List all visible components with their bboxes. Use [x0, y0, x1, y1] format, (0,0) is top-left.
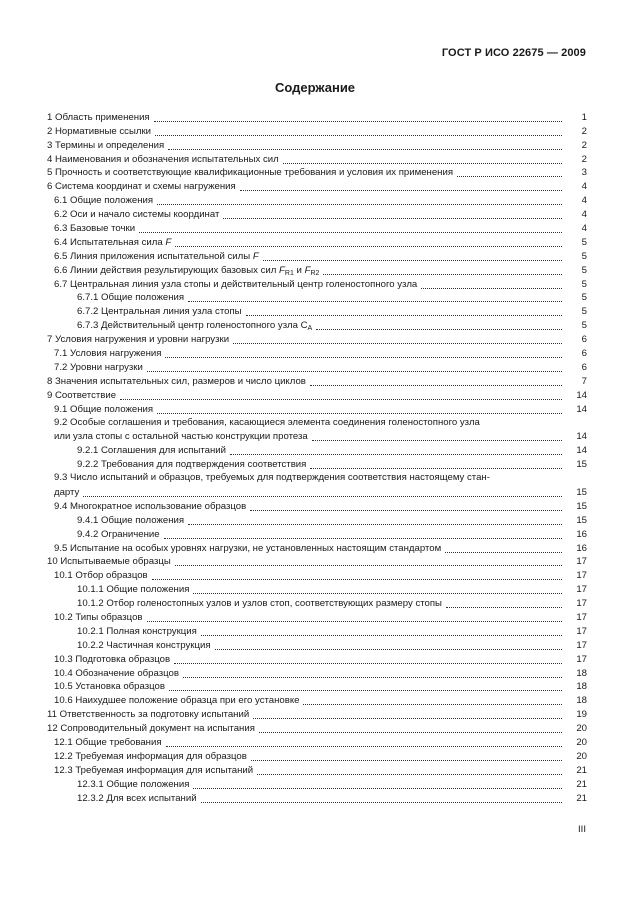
toc-entry-page: 15 [576, 486, 587, 498]
dot-leader [257, 774, 562, 775]
toc-entry [47, 166, 587, 180]
toc-entry-title [54, 404, 153, 416]
toc-entry-line [54, 416, 587, 430]
dot-leader [240, 190, 562, 191]
toc-entry-subscript: A [307, 325, 313, 333]
toc-entry [47, 221, 587, 235]
toc-entry-page: 14 [576, 403, 587, 415]
toc-entry-page: 2 [581, 139, 587, 151]
toc-entry-text: 6.2 Оси и начало системы координат [54, 209, 220, 221]
dot-leader [175, 246, 562, 247]
toc-entry [47, 304, 587, 318]
toc-entry [47, 555, 587, 569]
toc-entry-page: 15 [576, 459, 587, 471]
toc-entry-page: 16 [576, 528, 587, 540]
toc-entry-title [47, 334, 229, 346]
toc-entry-title [54, 695, 299, 707]
toc-entry-title [54, 223, 135, 235]
toc-entry-text: 10 Испытываемые образцы [47, 556, 171, 568]
toc-entry-title [54, 362, 143, 374]
toc-entry-text: 10.5 Установка образцов [54, 681, 165, 693]
toc-entry-text: 6.5 Линия приложения испытательной силы [54, 250, 251, 262]
toc-entry-page: 4 [581, 223, 587, 235]
dot-leader [246, 315, 562, 316]
toc-entry-text: 9.4.1 Общие положения [77, 514, 185, 526]
toc-entry-title [47, 167, 453, 179]
dot-leader [312, 440, 562, 441]
toc-entry-text: 3 Термины и определения [47, 139, 165, 151]
toc-entry-title [47, 154, 279, 166]
dot-leader [201, 635, 562, 636]
dot-leader [166, 746, 562, 747]
toc-entry-title [54, 348, 161, 360]
toc-entry-page: 5 [581, 264, 587, 276]
toc-entry-text: 12 Сопроводительный документ на испытания [47, 723, 255, 735]
toc-entry-text: 9.5 Испытание на особых уровнях нагрузки, не установленных настоящим стандартом [54, 542, 442, 554]
dot-leader [152, 579, 562, 580]
dot-leader [310, 468, 562, 469]
toc-entry-text: 6.7 Центральная линия узла стопы и действительный центр голеностопного узла [54, 278, 418, 290]
toc-entry-text: 9 Соответствие [47, 389, 117, 401]
toc-entry-page: 18 [576, 695, 587, 707]
dot-leader [147, 371, 562, 372]
dot-leader [263, 260, 562, 261]
toc-entry-text: 6 Система координат и схемы нагружения [47, 181, 236, 193]
toc-entry-title [47, 126, 151, 138]
toc-entry-title [77, 292, 184, 304]
dot-leader [193, 788, 562, 789]
toc-entry [47, 124, 587, 138]
dot-leader [316, 329, 562, 330]
toc-entry-text: 10.2.1 Полная конструкция [77, 625, 197, 637]
dot-leader [164, 538, 562, 539]
dot-leader [169, 690, 562, 691]
toc-entry-title [77, 598, 442, 610]
toc-entry-title [77, 779, 189, 791]
toc-entry-page: 5 [581, 236, 587, 248]
dot-leader [446, 607, 562, 608]
toc-entry [47, 277, 587, 291]
toc-entry-text: 9.2 Особые соглашения и требования, касающиеся элемента соединения голеностопного узла [54, 416, 480, 428]
toc-entry-page: 17 [576, 570, 587, 582]
toc-entry-text: 10.1.2 Отбор голеностопных узлов и узлов стоп, соответствующих размеру стопы [77, 598, 442, 610]
toc-entry-page: 19 [576, 709, 587, 721]
toc-entry-text: 9.2.1 Соглашения для испытаний [77, 445, 226, 457]
toc-entry-page: 14 [576, 389, 587, 401]
toc-entry-page: 17 [576, 639, 587, 651]
dot-leader [233, 343, 562, 344]
dot-leader [154, 121, 562, 122]
toc-entry-title [77, 626, 197, 638]
toc-entry-variable: F [165, 236, 172, 248]
toc-entry-page: 5 [581, 306, 587, 318]
toc-entry-page: 3 [581, 167, 587, 179]
toc-entry [47, 346, 587, 360]
toc-entry-text: 6.7.3 Действительный центр голеностопного узла C [77, 320, 308, 332]
dot-leader [230, 454, 562, 455]
toc-entry-text: 10.2 Типы образцов [54, 611, 143, 623]
toc-entry-title [77, 306, 242, 318]
toc-entry [47, 624, 587, 638]
toc-entry-text: 12.1 Общие требования [54, 737, 162, 748]
toc-entry-page: 17 [576, 584, 587, 596]
toc-entry-text: 11 Ответственность за подготовку испытаний [47, 709, 250, 721]
dot-leader [174, 663, 562, 664]
toc-entry-text: 5 Прочность и соответствующие квалификационные требования и условия их применения [47, 167, 454, 179]
toc-entry-text: 1 Область применения [47, 111, 150, 123]
toc-entry-title [77, 529, 160, 541]
toc-entry [47, 638, 587, 652]
dot-leader [251, 760, 562, 761]
table-of-contents [47, 110, 587, 805]
toc-entry-title [54, 737, 162, 749]
page-title: Содержание [274, 80, 356, 95]
toc-entry-page: 21 [576, 792, 587, 804]
toc-entry [47, 388, 587, 402]
toc-entry-page: 5 [581, 292, 587, 304]
toc-entry-text: 7.2 Уровни нагрузки [54, 361, 143, 373]
toc-entry-title [54, 765, 253, 777]
toc-entry-page: 14 [576, 445, 587, 457]
toc-entry-text: 6.3 Базовые точки [54, 223, 136, 235]
toc-entry-title [77, 445, 226, 457]
dot-leader [253, 718, 562, 719]
dot-leader [188, 524, 562, 525]
toc-entry-page: 6 [581, 334, 587, 346]
toc-entry-page: 14 [576, 431, 587, 443]
toc-entry [47, 138, 587, 152]
toc-entry [47, 457, 587, 471]
toc-entry-title [54, 209, 219, 221]
toc-entry-text: 9.1 Общие положения [54, 403, 154, 415]
dot-leader [183, 677, 562, 678]
toc-entry-title [54, 279, 417, 291]
toc-entry-text: 8 Значения испытательных сил, размеров и число циклов [47, 375, 306, 387]
toc-entry-page: 2 [581, 153, 587, 165]
toc-entry-text: 10.4 Обозначение образцов [54, 667, 179, 679]
dot-leader [310, 385, 562, 386]
toc-entry-text: 6.1 Общие положения [54, 195, 154, 207]
toc-entry-title [47, 709, 249, 721]
toc-entry-page: 5 [581, 250, 587, 262]
toc-entry-text: 10.6 Наихудшее положение образца при его установке [54, 695, 300, 707]
toc-entry-text: 2 Нормативные ссылки [47, 125, 152, 137]
toc-entry-text: 6.7.2 Центральная линия узла стопы [77, 306, 242, 318]
toc-entry-variable: F [304, 264, 311, 276]
dot-leader [120, 399, 562, 400]
toc-entry-title [54, 237, 171, 249]
toc-entry-title [54, 570, 148, 582]
toc-entry-title [77, 320, 312, 332]
dot-leader [157, 413, 562, 414]
toc-entry-text: 10.2.2 Частичная конструкция [77, 639, 211, 651]
toc-entry-line [54, 471, 587, 485]
toc-entry-title [54, 654, 170, 666]
dot-leader [215, 649, 562, 650]
toc-entry-text-continued: дарту [54, 486, 80, 498]
toc-entry [47, 360, 587, 374]
toc-entry [47, 680, 587, 694]
dot-leader [259, 732, 562, 733]
toc-entry-text-continued: или узла стопы с остальной частью конструкции протеза [54, 431, 308, 443]
toc-entry-title [77, 515, 184, 527]
toc-entry-text: 7.1 Условия нагружения [54, 348, 162, 360]
toc-entry [47, 374, 587, 388]
toc-entry-page: 17 [576, 625, 587, 637]
toc-entry [47, 235, 587, 249]
toc-entry [47, 568, 587, 582]
toc-entry [47, 332, 587, 346]
toc-entry-title [47, 723, 255, 735]
toc-entry-page: 20 [576, 737, 587, 748]
toc-entry-title [54, 265, 319, 277]
dot-leader [283, 163, 562, 164]
toc-entry-page: 17 [576, 598, 587, 610]
dot-leader [175, 565, 562, 566]
toc-entry-title [47, 140, 164, 152]
dot-leader [147, 621, 562, 622]
toc-entry-text: 10.3 Подготовка образцов [54, 653, 171, 665]
toc-entry-page: 6 [581, 348, 587, 360]
toc-entry-page: 20 [576, 750, 587, 762]
toc-entry-text: 4 Наименования и обозначения испытательных сил [47, 153, 279, 165]
toc-entry-subscript: R2 [310, 269, 320, 277]
toc-entry [47, 763, 587, 777]
toc-entry [47, 596, 587, 610]
toc-entry-page: 4 [581, 209, 587, 221]
toc-entry-page: 7 [581, 375, 587, 387]
toc-entry-page: 17 [576, 556, 587, 568]
toc-entry [47, 179, 587, 193]
toc-entry-text: 9.3 Число испытаний и образцов, требуемых для подтверждения соответствия настоящему стан- [54, 472, 490, 484]
toc-entry-text: 9.4.2 Ограничение [77, 528, 160, 540]
toc-entry-text: 10.1.1 Общие положения [77, 584, 190, 596]
toc-entry-page: 17 [576, 611, 587, 623]
toc-entry-title [54, 251, 259, 263]
toc-entry-page: 21 [576, 764, 587, 776]
toc-entry-title [47, 112, 150, 124]
toc-entry-page: 6 [581, 361, 587, 373]
toc-entry-title [47, 181, 236, 193]
toc-entry [47, 735, 587, 749]
toc-entry-title [54, 543, 441, 555]
toc-entry-text: 12.3 Требуемая информация для испытаний [54, 764, 254, 776]
toc-entry-text: 12.3.2 Для всех испытаний [77, 792, 197, 804]
toc-entry-title [77, 459, 306, 471]
dot-leader [445, 552, 562, 553]
toc-entry [47, 777, 587, 791]
toc-entry-conjunction: и [296, 264, 302, 276]
toc-entry-page: 4 [581, 195, 587, 207]
toc-entry [47, 582, 587, 596]
toc-entry [47, 610, 587, 624]
toc-entry [47, 749, 587, 763]
dot-leader [168, 149, 562, 150]
toc-entry [47, 499, 587, 513]
toc-entry-page: 5 [581, 320, 587, 332]
toc-entry-title [47, 390, 116, 402]
toc-entry [47, 193, 587, 207]
toc-entry-variable: F [279, 264, 285, 276]
toc-entry [47, 443, 587, 457]
toc-entry [47, 471, 587, 499]
toc-entry-page: 21 [576, 778, 587, 790]
toc-entry [47, 402, 587, 416]
toc-entry-text: 9.2.2 Требования для подтверждения соответствия [77, 459, 307, 471]
dot-leader [303, 704, 562, 705]
toc-entry [47, 541, 587, 555]
toc-entry [47, 152, 587, 166]
toc-entry-title [54, 195, 153, 207]
toc-entry-page: 16 [576, 542, 587, 554]
toc-entry-variable: F [252, 250, 259, 262]
toc-entry-page: 15 [576, 500, 587, 512]
standard-designation: ГОСТ Р ИСО 22675 — 2009 [441, 47, 586, 59]
toc-entry-title [77, 640, 211, 652]
page-number: III [578, 824, 586, 835]
toc-entry-page: 5 [581, 278, 587, 290]
toc-entry [47, 527, 587, 541]
dot-leader [139, 232, 562, 233]
toc-entry-text: 9.4 Многократное использование образцов [54, 500, 247, 512]
dot-leader [421, 288, 562, 289]
toc-entry-title [47, 376, 306, 388]
dot-leader [457, 176, 562, 177]
toc-entry-line [54, 485, 587, 499]
toc-entry-page: 1 [581, 111, 587, 123]
toc-entry-subscript: R1 [284, 269, 294, 277]
toc-entry [47, 513, 587, 527]
toc-entry [47, 652, 587, 666]
dot-leader [201, 802, 562, 803]
toc-entry-title [54, 612, 143, 624]
toc-entry [47, 721, 587, 735]
dot-leader [223, 218, 562, 219]
toc-entry [47, 291, 587, 305]
toc-entry-text: 6.4 Испытательная сила [54, 236, 163, 248]
toc-entry [47, 318, 587, 332]
toc-entry-page: 17 [576, 653, 587, 665]
toc-entry-page: 18 [576, 667, 587, 679]
toc-entry-text: 7 Условия нагружения и уровни нагрузки [47, 334, 230, 346]
toc-entry [47, 263, 587, 277]
toc-entry-line [54, 430, 587, 444]
toc-entry-text: 6.7.1 Общие положения [77, 292, 185, 304]
toc-entry [47, 416, 587, 444]
toc-entry-page: 4 [581, 181, 587, 193]
dot-leader [155, 135, 562, 136]
dot-leader [323, 274, 562, 275]
toc-entry [47, 791, 587, 805]
toc-entry-title [54, 681, 165, 693]
toc-entry-page: 18 [576, 681, 587, 693]
dot-leader [157, 204, 562, 205]
toc-entry-text: 6.6 Линии действия результирующих базовых сил [54, 264, 277, 276]
toc-entry-page: 15 [576, 514, 587, 526]
toc-entry-text: 12.3.1 Общие положения [77, 778, 190, 790]
toc-entry-page: 20 [576, 723, 587, 735]
toc-entry-text: 12.2 Требуемая информация для образцов [54, 750, 247, 762]
dot-leader [193, 593, 562, 594]
toc-entry [47, 707, 587, 721]
toc-entry-text: 10.1 Отбор образцов [54, 570, 148, 582]
toc-entry [47, 207, 587, 221]
toc-entry-page: 2 [581, 125, 587, 137]
toc-entry-title [47, 556, 171, 568]
toc-entry-title [77, 584, 189, 596]
toc-entry-title [54, 751, 247, 763]
toc-entry [47, 249, 587, 263]
dot-leader [165, 357, 562, 358]
toc-entry-title [54, 501, 246, 513]
dot-leader [250, 510, 562, 511]
toc-entry [47, 110, 587, 124]
toc-entry-title [77, 793, 197, 805]
toc-entry [47, 666, 587, 680]
toc-entry [47, 693, 587, 707]
dot-leader [83, 496, 562, 497]
toc-entry-title [54, 668, 179, 680]
dot-leader [188, 301, 562, 302]
